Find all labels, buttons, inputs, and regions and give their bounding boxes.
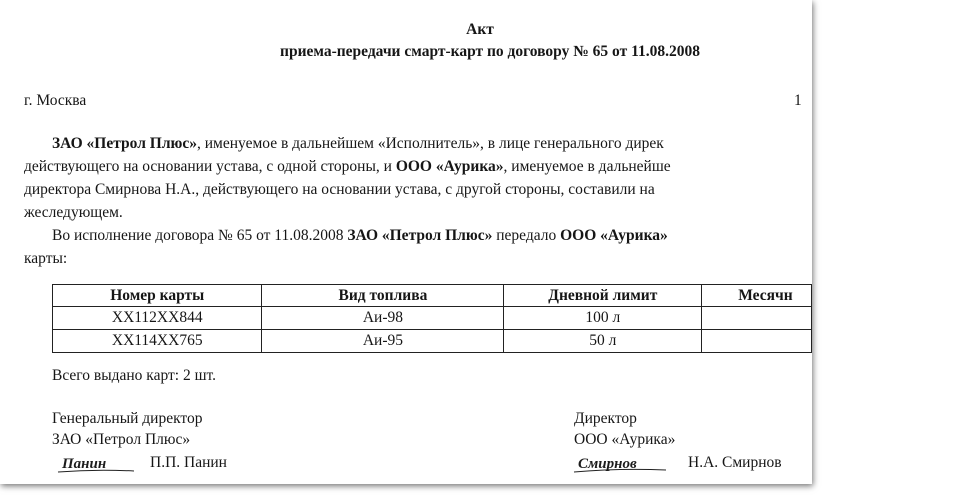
document-title: Акт: [466, 21, 494, 38]
right-signatory-org: ООО «Аурика»: [574, 431, 676, 448]
party1-name: ЗАО «Петрол Плюс»: [52, 135, 197, 152]
svg-text:Панин: Панин: [62, 456, 107, 472]
transfer-line-1: [52, 228, 668, 244]
daily-limit-cell: 100 л: [504, 307, 702, 330]
svg-text:Смирнов: Смирнов: [578, 456, 637, 472]
table-header-row: [53, 285, 812, 307]
intro-line-4: жеследующем.: [24, 204, 123, 221]
intro-line-2: [24, 159, 671, 175]
left-signatory-org: ЗАО «Петрол Плюс»: [52, 431, 191, 448]
transfer-text: Во исполнение договора № 65 от 11.08.2008: [52, 227, 348, 244]
table-row: [53, 307, 812, 330]
table-header-monthly-limit: Месячн: [702, 285, 812, 307]
cards-total: Всего выдано карт: 2 шт.: [52, 367, 217, 384]
transfer-party2: ООО «Аурика»: [560, 227, 668, 244]
intro-line-2-rest: , именуемое в дальнейше: [503, 158, 671, 175]
cards-table: [52, 284, 812, 353]
fuel-type-cell: Аи-98: [262, 307, 504, 330]
right-signature-image: [570, 448, 670, 478]
intro-line-1-text: , именуемое в дальнейшем «Исполнитель», в лице генерального дирек: [197, 135, 664, 152]
table-header-daily-limit: Дневной лимит: [504, 285, 702, 307]
transfer-party1: ЗАО «Петрол Плюс»: [347, 227, 493, 244]
table-header-card-number: Номер карты: [53, 285, 262, 307]
party2-name: ООО «Аурика»: [395, 158, 504, 175]
transfer-line-2: карты:: [24, 250, 68, 267]
table-header-fuel-type: Вид топлива: [262, 285, 504, 307]
left-signature-image: [56, 448, 136, 478]
transfer-middle: передало: [492, 227, 561, 244]
date-fragment: 1: [794, 92, 802, 109]
intro-line-3: директора Смирнова Н.А., действующего на основании устава, с другой стороны, составили на: [24, 181, 655, 198]
document-subtitle: приема-передачи смарт-карт по договору № 65 от 11.08.2008: [280, 43, 700, 60]
left-signatory-name: П.П. Панин: [150, 454, 227, 471]
intro-line-1: [52, 136, 664, 152]
table-row: [53, 330, 812, 353]
intro-line-2-text: действующего на основании устава, с одной стороны, и: [24, 158, 396, 175]
place: г. Москва: [24, 92, 87, 109]
left-signatory-title: Генеральный директор: [52, 410, 203, 427]
right-signatory-name: Н.А. Смирнов: [688, 454, 782, 471]
daily-limit-cell: 50 л: [504, 330, 702, 353]
fuel-type-cell: Аи-95: [262, 330, 504, 353]
card-number-cell: XX114XX765: [53, 330, 262, 353]
monthly-limit-cell: [702, 307, 812, 330]
right-signatory-title: Директор: [574, 410, 637, 427]
card-number-cell: XX112XX844: [53, 307, 262, 330]
monthly-limit-cell: [702, 330, 812, 353]
